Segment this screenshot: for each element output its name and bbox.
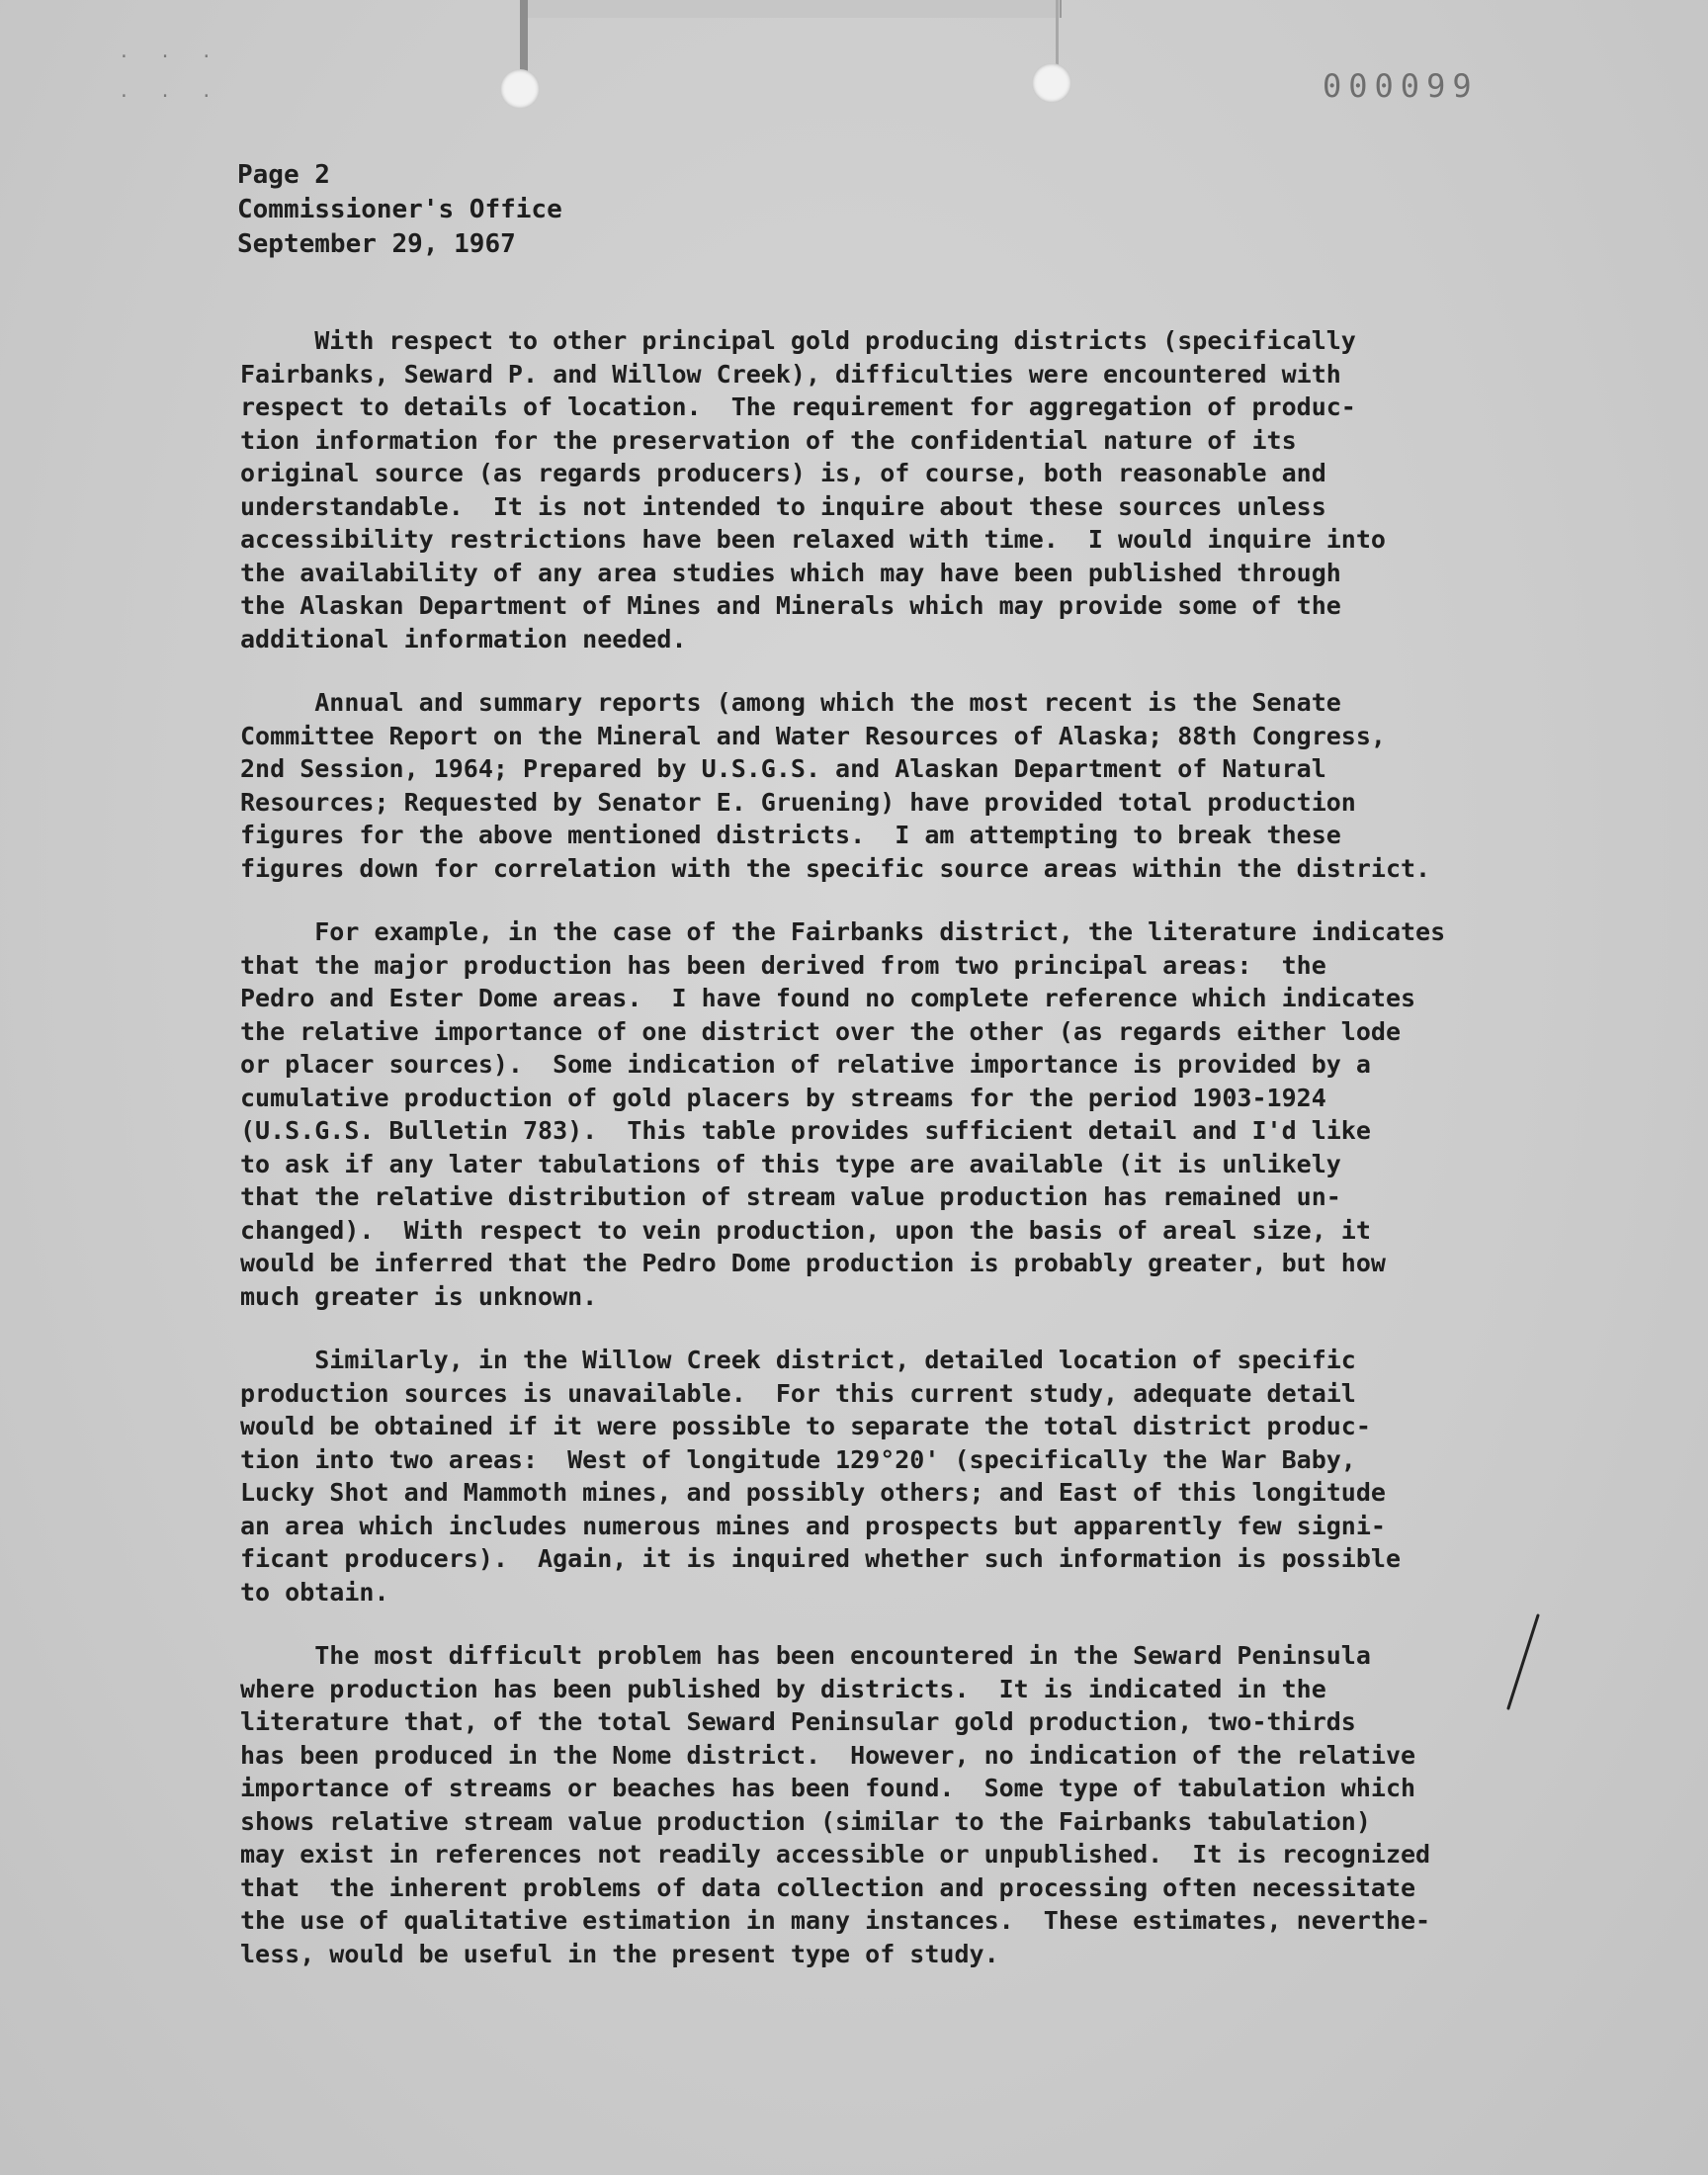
text-line: Annual and summary reports (among which the most recent is the Senate (240, 688, 1341, 717)
punch-hole-left (500, 69, 540, 109)
text-line: understandable. It is not intended to inquire about these sources unless (240, 491, 1326, 521)
text-line: changed). With respect to vein production, upon the basis of areal size, it (240, 1215, 1371, 1245)
text-line: that the relative distribution of stream value production has remained un- (240, 1182, 1341, 1211)
text-line: The most difficult problem has been encountered in the Seward Peninsula (240, 1641, 1371, 1670)
text-line: Resources; Requested by Senator E. Gruening) have provided total production (240, 787, 1356, 817)
text-line: an area which includes numerous mines and prospects but apparently few signi- (240, 1511, 1386, 1540)
text-line: Similarly, in the Willow Creek district, detailed location of specific (240, 1346, 1356, 1374)
text-line: For example, in the case of the Fairbanks district, the literature indicates (240, 917, 1446, 946)
header-page: Page 2 (237, 160, 330, 190)
text-line: ficant producers). Again, it is inquired whether such information is possible (240, 1544, 1401, 1573)
text-line: where production has been published by districts. It is indicated in the (240, 1674, 1326, 1703)
text-line: tion into two areas: West of longitude 129°20' (specifically the War Baby, (240, 1444, 1356, 1474)
text-line: shows relative stream value production (similar to the Fairbanks tabulation) (240, 1806, 1371, 1836)
paper-specks: · · · · · · (119, 46, 222, 107)
text-line: With respect to other principal gold producing districts (specifically (240, 326, 1356, 355)
text-line: literature that, of the total Seward Peninsular gold production, two-thirds (240, 1707, 1356, 1736)
text-line: 2nd Session, 1964; Prepared by U.S.G.S. and Alaskan Department of Natural (240, 754, 1326, 783)
header-date: September 29, 1967 (237, 229, 516, 259)
text-line: Fairbanks, Seward P. and Willow Creek), difficulties were encountered with (240, 359, 1341, 389)
text-line: tion information for the preservation of the confidential nature of its (240, 425, 1297, 455)
text-line: additional information needed. (240, 624, 687, 653)
text-line: the use of qualitative estimation in many instances. These estimates, neverthe- (240, 1906, 1431, 1935)
paragraph (240, 324, 1604, 655)
text-line: importance of streams or beaches has been found. Some type of tabulation which (240, 1774, 1416, 1802)
text-line: production sources is unavailable. For this current study, adequate detail (240, 1378, 1356, 1408)
paragraph (240, 686, 1604, 885)
folder-tab-notch (522, 0, 1062, 18)
text-line: to obtain. (240, 1577, 389, 1607)
text-line: original source (as regards producers) is, of course, both reasonable and (240, 459, 1326, 487)
text-line: cumulative production of gold placers by streams for the period 1903-1924 (240, 1083, 1326, 1112)
text-line: less, would be useful in the present type of study. (240, 1939, 999, 1968)
text-line: has been produced in the Nome district. However, no indication of the relative (240, 1740, 1416, 1770)
paragraph (240, 1344, 1604, 1609)
letter-header (237, 158, 562, 262)
text-line: to ask if any later tabulations of this type are available (it is unlikely (240, 1149, 1341, 1178)
header-office: Commissioner's Office (237, 195, 562, 224)
text-line: figures for the above mentioned districts. I am attempting to break these (240, 821, 1341, 849)
text-line: Committee Report on the Mineral and Water Resources of Alaska; 88th Congress, (240, 721, 1386, 750)
paragraph (240, 1639, 1604, 1970)
text-line: much greater is unknown. (240, 1281, 598, 1311)
text-line: the Alaskan Department of Mines and Minerals which may provide some of the (240, 591, 1341, 620)
text-line: that the major production has been derived from two principal areas: the (240, 950, 1326, 980)
text-line: the availability of any area studies which may have been published through (240, 558, 1341, 587)
text-line: the relative importance of one district over the other (as regards either lode (240, 1016, 1401, 1046)
text-line: Pedro and Ester Dome areas. I have found no complete reference which indicates (240, 984, 1416, 1012)
paragraph (240, 915, 1604, 1313)
text-line: would be obtained if it were possible to separate the total district produc- (240, 1412, 1371, 1440)
text-line: would be inferred that the Pedro Dome production is probably greater, but how (240, 1249, 1386, 1277)
fastener-strip-right (1056, 0, 1059, 65)
text-line: figures down for correlation with the specific source areas within the district. (240, 853, 1431, 883)
text-line: accessibility restrictions have been relaxed with time. I would inquire into (240, 525, 1386, 554)
text-line: or placer sources). Some indication of relative importance is provided by a (240, 1050, 1371, 1079)
fastener-strip (520, 0, 528, 71)
letter-body (240, 324, 1604, 2001)
text-line: Lucky Shot and Mammoth mines, and possibly others; and East of this longitude (240, 1478, 1386, 1507)
punch-hole-right (1032, 63, 1071, 103)
stamp-number: 000099 (1323, 67, 1479, 105)
text-line: (U.S.G.S. Bulletin 783). This table provides sufficient detail and I'd like (240, 1116, 1371, 1145)
pen-mark (1504, 1613, 1540, 1712)
text-line: may exist in references not readily accessible or unpublished. It is recognized (240, 1840, 1431, 1869)
text-line: that the inherent problems of data collection and processing often necessitate (240, 1872, 1416, 1902)
text-line: respect to details of location. The requirement for aggregation of produc- (240, 392, 1356, 421)
